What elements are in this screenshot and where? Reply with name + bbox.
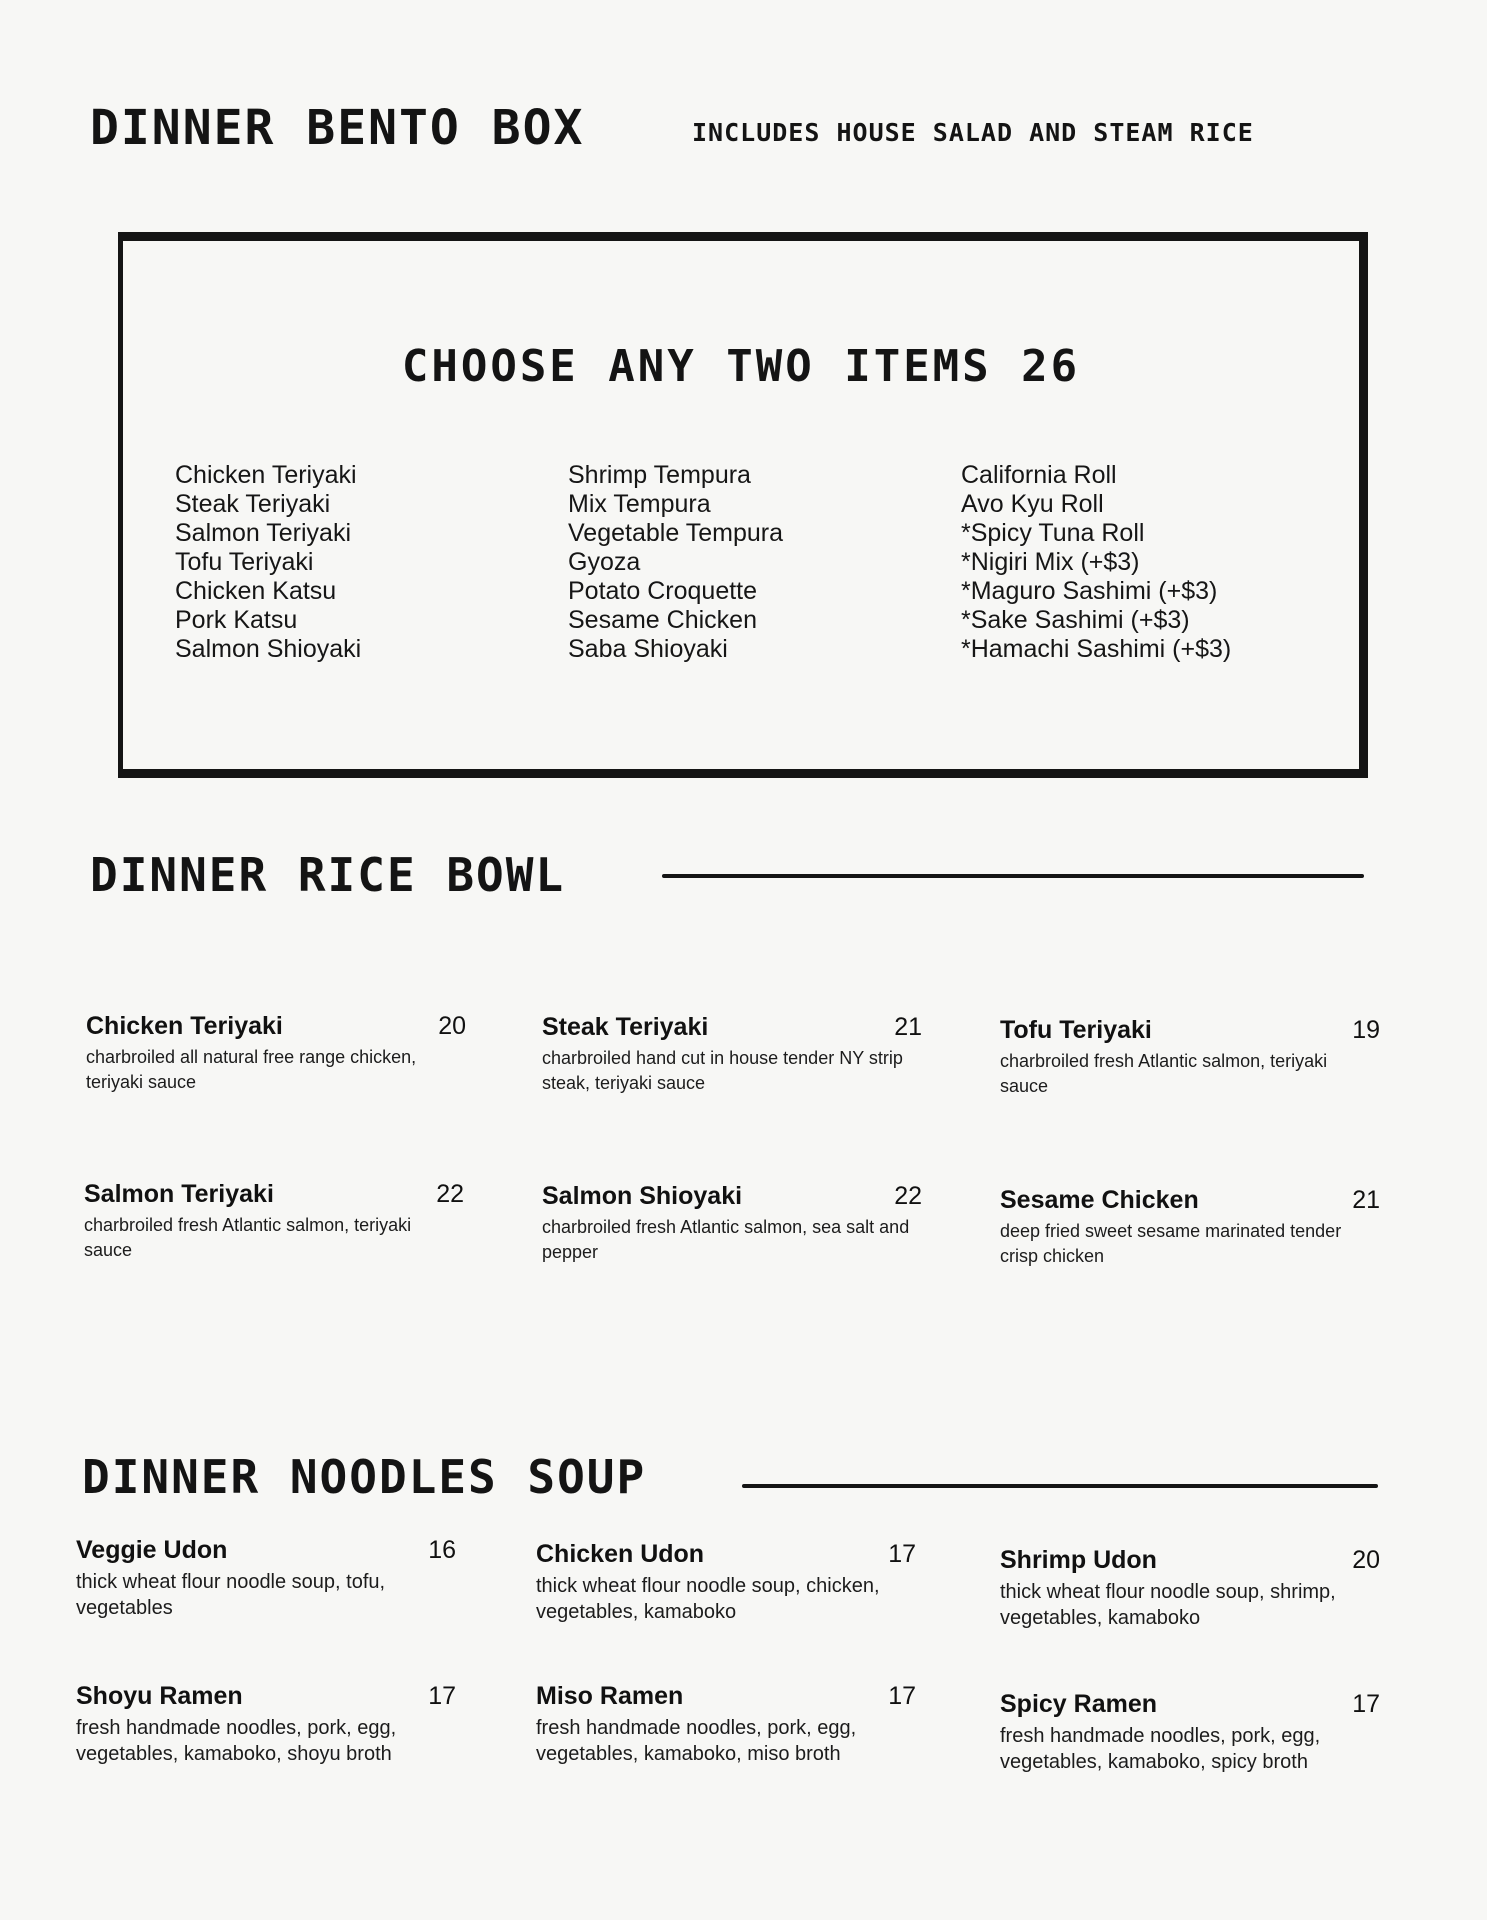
item-name: Chicken Teriyaki	[86, 1012, 283, 1040]
bento-option: Sesame Chicken	[568, 606, 757, 634]
bento-section-title: DINNER BENTO BOX	[90, 100, 585, 156]
item-description: thick wheat flour noodle soup, shrimp, vegetables, kamaboko	[1000, 1581, 1336, 1629]
item-name: Sesame Chicken	[1000, 1186, 1199, 1214]
bento-option: Potato Croquette	[568, 577, 758, 605]
item-description: fresh handmade noodles, pork, egg, vegetables, kamaboko, shoyu broth	[76, 1717, 397, 1765]
item-price: 17	[888, 1540, 916, 1568]
bento-option: Mix Tempura	[568, 490, 711, 518]
rice-bowl-item	[84, 1180, 464, 1263]
bento-option: California Roll	[961, 461, 1117, 489]
noodle-item	[76, 1682, 456, 1767]
item-name: Veggie Udon	[76, 1536, 228, 1564]
choose-any-two-heading: CHOOSE ANY TWO ITEMS 26	[401, 341, 1081, 392]
rice-bowl-item	[542, 1182, 922, 1265]
item-price: 16	[428, 1536, 456, 1564]
item-description: charbroiled all natural free range chicken, teriyaki sauce	[86, 1047, 417, 1092]
item-price: 21	[1352, 1186, 1380, 1214]
item-name: Spicy Ramen	[1000, 1690, 1158, 1718]
bento-option: *Sake Sashimi (+$3)	[961, 606, 1190, 634]
bento-option: Avo Kyu Roll	[961, 490, 1104, 518]
noodles-heading-rule	[742, 1484, 1378, 1488]
item-price: 22	[436, 1180, 464, 1208]
item-name: Salmon Shioyaki	[542, 1182, 743, 1210]
bento-option: Pork Katsu	[175, 606, 298, 634]
item-name: Salmon Teriyaki	[84, 1180, 274, 1208]
item-name: Tofu Teriyaki	[1000, 1016, 1152, 1044]
item-name: Shrimp Udon	[1000, 1546, 1157, 1574]
item-name: Chicken Udon	[536, 1540, 705, 1568]
item-description: charbroiled fresh Atlantic salmon, sea salt and pepper	[542, 1217, 910, 1262]
item-description: fresh handmade noodles, pork, egg, vegetables, kamaboko, spicy broth	[1000, 1725, 1321, 1773]
noodle-item	[536, 1682, 916, 1767]
item-price: 17	[428, 1682, 456, 1710]
noodle-item	[76, 1536, 456, 1621]
rice-bowl-item	[1000, 1016, 1380, 1099]
item-price: 17	[888, 1682, 916, 1710]
bento-option: Shrimp Tempura	[568, 461, 751, 489]
bento-option: Saba Shioyaki	[568, 635, 728, 663]
item-description: charbroiled fresh Atlantic salmon, teriyaki sauce	[1000, 1051, 1328, 1096]
item-price: 20	[1352, 1546, 1380, 1574]
bento-option: Vegetable Tempura	[568, 519, 783, 547]
bento-column-tempura	[568, 461, 783, 664]
bento-option: Salmon Shioyaki	[175, 635, 362, 663]
rice-bowl-heading-rule	[662, 874, 1364, 878]
item-price: 19	[1352, 1016, 1380, 1044]
item-description: fresh handmade noodles, pork, egg, vegetables, kamaboko, miso broth	[536, 1717, 857, 1765]
bento-choice-box	[118, 232, 1368, 778]
item-name: Miso Ramen	[536, 1682, 684, 1710]
bento-includes-note: INCLUDES HOUSE SALAD AND STEAM RICE	[692, 118, 1254, 147]
bento-option: Salmon Teriyaki	[175, 519, 352, 547]
item-description: deep fried sweet sesame marinated tender crisp chicken	[1000, 1221, 1342, 1266]
bento-option: Chicken Teriyaki	[175, 461, 357, 489]
bento-option: *Maguro Sashimi (+$3)	[961, 577, 1218, 605]
item-price: 17	[1352, 1690, 1380, 1718]
noodle-item	[1000, 1690, 1380, 1775]
item-price: 22	[894, 1182, 922, 1210]
noodle-item	[1000, 1546, 1380, 1631]
item-price: 20	[438, 1012, 466, 1040]
bento-option: *Nigiri Mix (+$3)	[961, 548, 1140, 576]
rice-bowl-item	[86, 1012, 466, 1095]
item-description: thick wheat flour noodle soup, chicken, vegetables, kamaboko	[536, 1575, 880, 1623]
bento-option: *Spicy Tuna Roll	[961, 519, 1145, 547]
noodles-section-title: DINNER NOODLES SOUP	[82, 1450, 647, 1504]
rice-bowl-item	[542, 1013, 922, 1096]
noodle-item	[536, 1540, 916, 1625]
bento-column-teriyaki-katsu	[175, 461, 361, 664]
bento-option: Gyoza	[568, 548, 641, 576]
bento-column-sushi	[961, 461, 1231, 664]
item-description: thick wheat flour noodle soup, tofu, vegetables	[76, 1571, 386, 1619]
item-name: Shoyu Ramen	[76, 1682, 243, 1710]
item-description: charbroiled fresh Atlantic salmon, teriyaki sauce	[84, 1215, 412, 1260]
rice-bowl-section-title: DINNER RICE BOWL	[90, 848, 566, 902]
item-description: charbroiled hand cut in house tender NY strip steak, teriyaki sauce	[542, 1048, 903, 1093]
item-price: 21	[894, 1013, 922, 1041]
bento-option: Tofu Teriyaki	[175, 548, 314, 576]
rice-bowl-item	[1000, 1186, 1380, 1269]
item-name: Steak Teriyaki	[542, 1013, 709, 1041]
bento-option: Steak Teriyaki	[175, 490, 331, 518]
bento-option: *Hamachi Sashimi (+$3)	[961, 635, 1232, 663]
bento-option: Chicken Katsu	[175, 577, 337, 605]
